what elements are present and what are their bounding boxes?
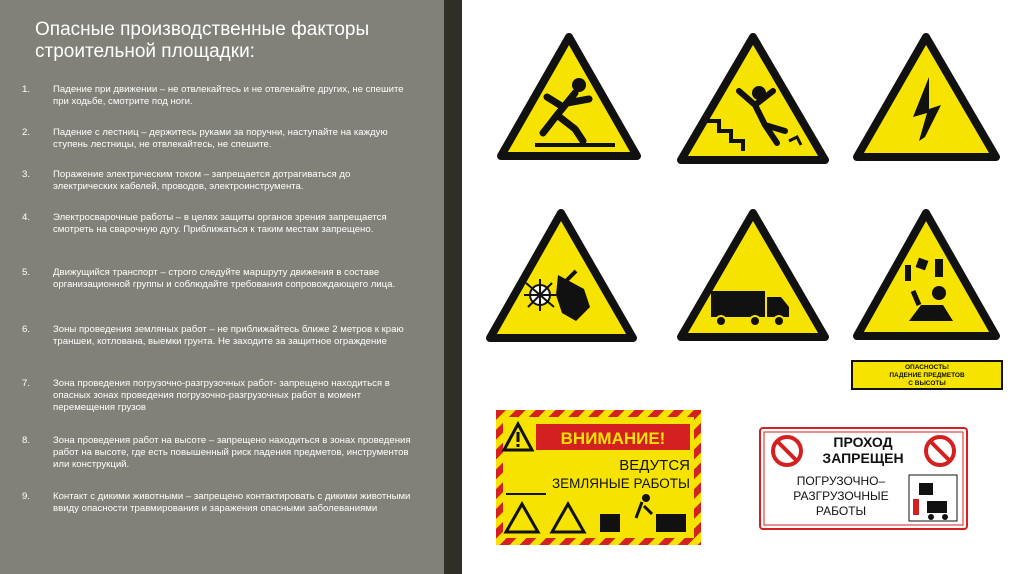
item-number: 3. bbox=[22, 169, 31, 180]
item-number: 5. bbox=[22, 267, 31, 278]
caption-line: ПАДЕНИЕ ПРЕДМЕТОВ bbox=[889, 372, 965, 379]
no-passage-line3: ПОГРУЗОЧНО– bbox=[796, 474, 886, 488]
welding-hazard-icon bbox=[486, 209, 637, 342]
vehicle-traffic-icon bbox=[677, 209, 829, 341]
item-text: Зона проведения погрузочно-разгрузочных работ- запрещено находиться в опасных зонах проведения погрузочно-разгрузочных работ в момент перемещения грузов bbox=[53, 378, 390, 413]
caption-line: ОПАСНОСТЬ! bbox=[904, 364, 950, 371]
no-passage-line4: РАЗГРУЗОЧНЫЕ bbox=[793, 489, 889, 503]
earthworks-warning-sign bbox=[496, 410, 701, 545]
earthworks-line2: ЗЕМЛЯНЫЕ РАБОТЫ bbox=[552, 476, 690, 491]
slip-hazard-icon bbox=[497, 33, 641, 160]
stairs-fall-icon bbox=[677, 33, 829, 164]
item-number: 8. bbox=[22, 435, 31, 446]
electric-shock-icon bbox=[853, 33, 1000, 161]
item-number: 1. bbox=[22, 84, 31, 95]
item-text: Электросварочные работы – в целях защиты органов зрения запрещается смотреть на сварочную дугу. Приближаться к таким местам запрещено. bbox=[53, 212, 387, 235]
item-number: 4. bbox=[22, 212, 31, 223]
item-text: Зона проведения работ на высоте – запрещено находиться в зонах проведения работ на высоте, где есть повышенный риск падения предметов, инструментов или конструкций. bbox=[53, 435, 411, 470]
no-passage-line2: ЗАПРЕЩЕН bbox=[822, 450, 904, 466]
caption-line: С ВЫСОТЫ bbox=[908, 380, 946, 387]
text-panel bbox=[0, 0, 444, 574]
item-number: 9. bbox=[22, 491, 31, 502]
item-number: 7. bbox=[22, 378, 31, 389]
divider-strip bbox=[444, 0, 462, 574]
item-text: Падение при движении – не отвлекайтесь и не отвлекайте других, не спешите при ходьбе, смотрите под ноги. bbox=[53, 84, 404, 107]
no-passage-line5: РАБОТЫ bbox=[815, 504, 867, 518]
earthworks-header: ВНИМАНИЕ! bbox=[560, 429, 666, 448]
item-text: Движущийся транспорт – строго следуйте маршруту движения в составе организационной группы и соблюдайте требования сопровождающего лица. bbox=[53, 267, 396, 290]
no-passage-line1: ПРОХОД bbox=[833, 434, 893, 450]
item-text: Контакт с дикими животными – запрещено контактировать с дикими животными ввиду опасности травмирования и заражения опасными заболеваниями bbox=[53, 491, 411, 514]
item-text: Падение с лестниц – держитесь руками за поручни, наступайте на каждую ступень лестницы, не отвлекайтесь, не спешите. bbox=[53, 127, 388, 150]
no-passage-sign bbox=[759, 427, 968, 530]
item-text: Зоны проведения земляных работ – не приближайтесь ближе 2 метров к краю траншеи, котлована, выемки грунта. Не заходите за защитное ограждение bbox=[53, 324, 404, 347]
item-number: 6. bbox=[22, 324, 31, 335]
falling-objects-icon bbox=[853, 209, 1000, 340]
item-number: 2. bbox=[22, 127, 31, 138]
item-text: Поражение электрическим током – запрещается дотрагиваться до электрических кабелей, проводов, электроинструмента. bbox=[53, 169, 351, 192]
falling-objects-caption bbox=[851, 360, 1003, 390]
slide-title: Опасные производственные факторы строительной площадки: bbox=[35, 19, 370, 62]
earthworks-line1: ВЕДУТСЯ bbox=[619, 457, 690, 474]
